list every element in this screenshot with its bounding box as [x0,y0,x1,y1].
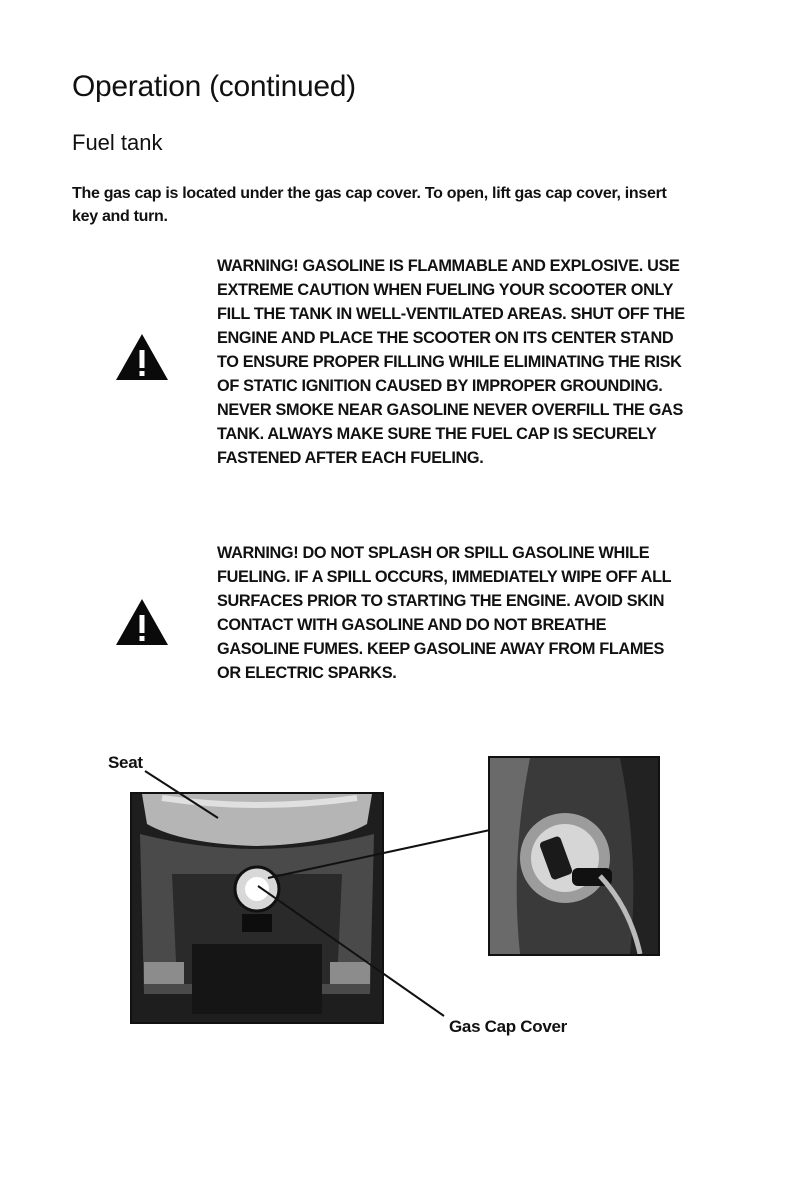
seat-label: Seat [108,753,143,772]
page-title: Operation (continued) [72,70,356,103]
warning-text-spill: WARNING! DO NOT SPLASH OR SPILL GASOLINE WHILE FUELING. IF A SPILL OCCURS, IMMEDIATELY WIPE OFF ALL SURFACES PRIOR TO STARTING THE ENGINE. AVOID SKIN CONTACT WITH GASOLINE AND DO NOT BREATHE GASOLINE FUMES. KEEP GASOLINE AWAY FROM FLAMES OR ELECTRIC SPARKS. [217,544,671,682]
intro-paragraph: The gas cap is located under the gas cap cover. To open, lift gas cap cover, insert key and turn. [72,185,667,225]
gas-cap-cover-label: Gas Cap Cover [449,1017,567,1036]
gas-cap-figure [0,740,792,1060]
warning-text-flammable: WARNING! GASOLINE IS FLAMMABLE AND EXPLOSIVE. USE EXTREME CAUTION WHEN FUELING YOUR SCOOTER ONLY FILL THE TANK IN WELL-VENTILATED AREAS. SHUT OFF THE ENGINE AND PLACE THE SCOOTER ON ITS CENTER STAND TO ENSURE PROPER FILLING WHILE ELIMINATING THE RISK OF STATIC IGNITION CAUSED BY IMPROPER GROUNDING. NEVER SMOKE NEAR GASOLINE NEVER OVERFILL THE GAS TANK. ALWAYS MAKE SURE THE FUEL CAP IS SECURELY FASTENED AFTER EACH FUELING. [217,257,685,467]
warning-triangle-icon [115,333,169,381]
warning-triangle-icon [115,598,169,646]
section-title: Fuel tank [72,130,163,155]
leader-lines [0,740,792,1060]
